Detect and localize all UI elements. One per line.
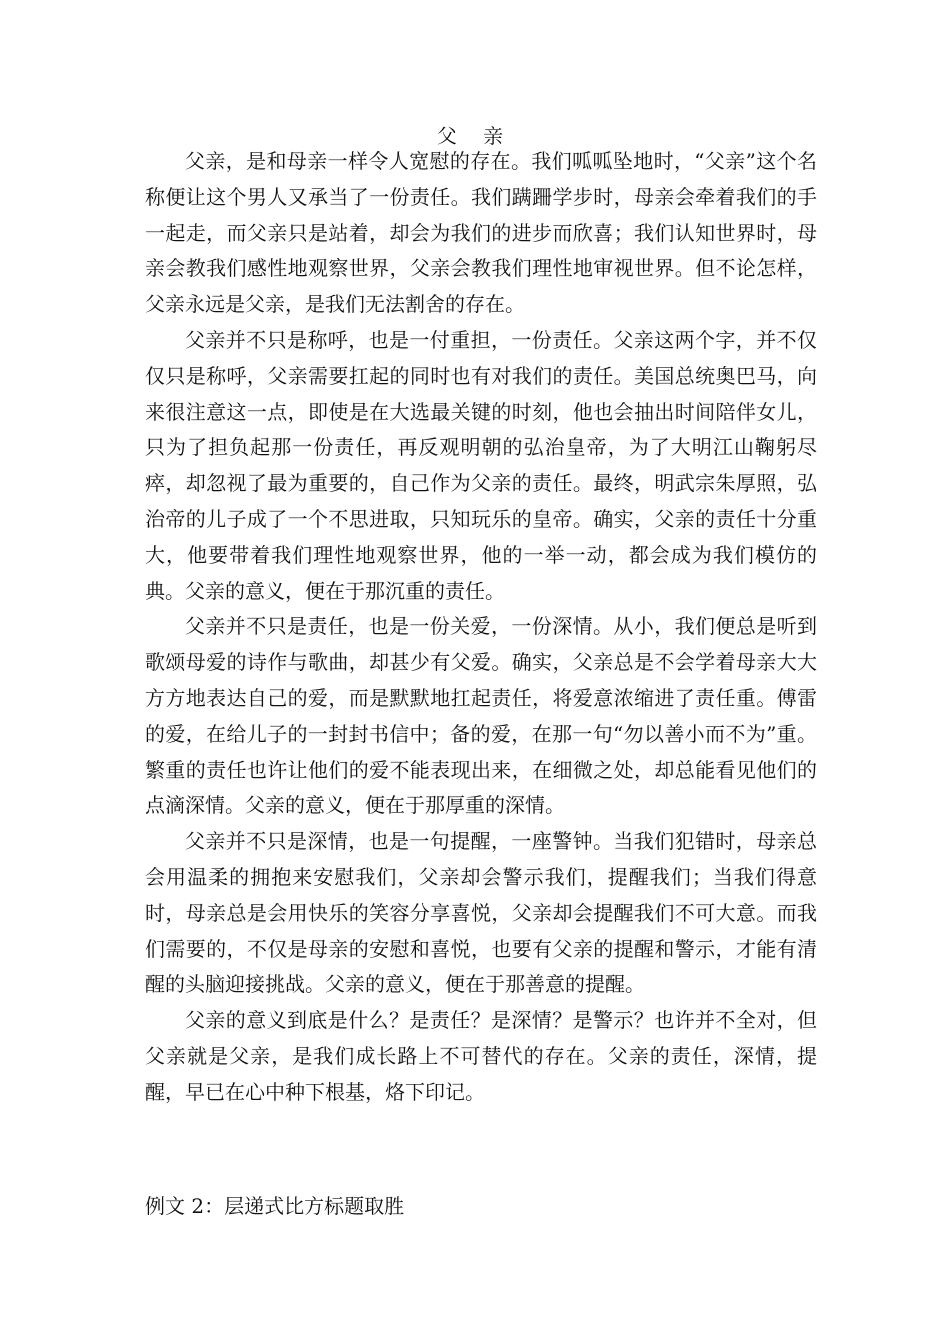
essay-body	[145, 144, 817, 1111]
essay-title: 父 亲	[436, 124, 514, 148]
paragraph-2: 父亲并不只是称呼，也是一付重担，一份责任。父亲这两个字，并不仅仅只是称呼，父亲需要扛起的同时也有对我们的责任。美国总统奥巴马，向来很注意这一点，即使是在大选最关键的时刻，他也会抽出时间陪伴女儿，只为了担负起那一份责任，再反观明朝的弘治皇帝，为了大明江山鞠躬尽瘁，却忽视了最为重要的，自己作为父亲的责任。最终，明武宗朱厚照，弘治帝的儿子成了一个不思进取，只知玩乐的皇帝。确实，父亲的责任十分重大，他要带着我们理性地观察世界，他的一举一动，都会成为我们模仿的典。父亲的意义，便在于那沉重的责任。	[145, 327, 817, 603]
paragraph-5: 父亲的意义到底是什么？是责任？是深情？是警示？也许并不全对，但父亲就是父亲，是我们成长路上不可替代的存在。父亲的责任，深情，提醒，早已在心中种下根基，烙下印记。	[145, 1008, 817, 1104]
paragraph-4: 父亲并不只是深情，也是一句提醒，一座警钟。当我们犯错时，母亲总会用温柔的拥抱来安慰我们，父亲却会警示我们，提醒我们；当我们得意时，母亲总是会用快乐的笑容分享喜悦，父亲却会提醒我们不可大意。而我们需要的，不仅是母亲的安慰和喜悦，也要有父亲的提醒和警示，才能有清醒的头脑迎接挑战。父亲的意义，便在于那善意的提醒。	[145, 829, 817, 997]
example-heading: 例文 2：层递式比方标题取胜	[145, 1194, 405, 1218]
paragraph-1: 父亲，是和母亲一样令人宽慰的存在。我们呱呱坠地时，“父亲”这个名称便让这个男人又承当了一份责任。我们蹒跚学步时，母亲会牵着我们的手一起走，而父亲只是站着，却会为我们的进步而欣喜；我们认知世界时，母亲会教我们感性地观察世界，父亲会教我们理性地审视世界。但不论怎样，父亲永远是父亲，是我们无法割舍的存在。	[145, 149, 817, 317]
paragraph-3: 父亲并不只是责任，也是一份关爱，一份深情。从小，我们便总是听到歌颂母爱的诗作与歌曲，却甚少有父爱。确实，父亲总是不会学着母亲大大方方地表达自己的爱，而是默默地扛起责任，将爱意浓缩进了责任重。傅雷的爱，在给儿子的一封封书信中；备的爱，在那一句“勿以善小而不为”重。繁重的责任也许让他们的爱不能表现出来，在细微之处，却总能看见他们的点滴深情。父亲的意义，便在于那厚重的深情。	[145, 614, 817, 818]
